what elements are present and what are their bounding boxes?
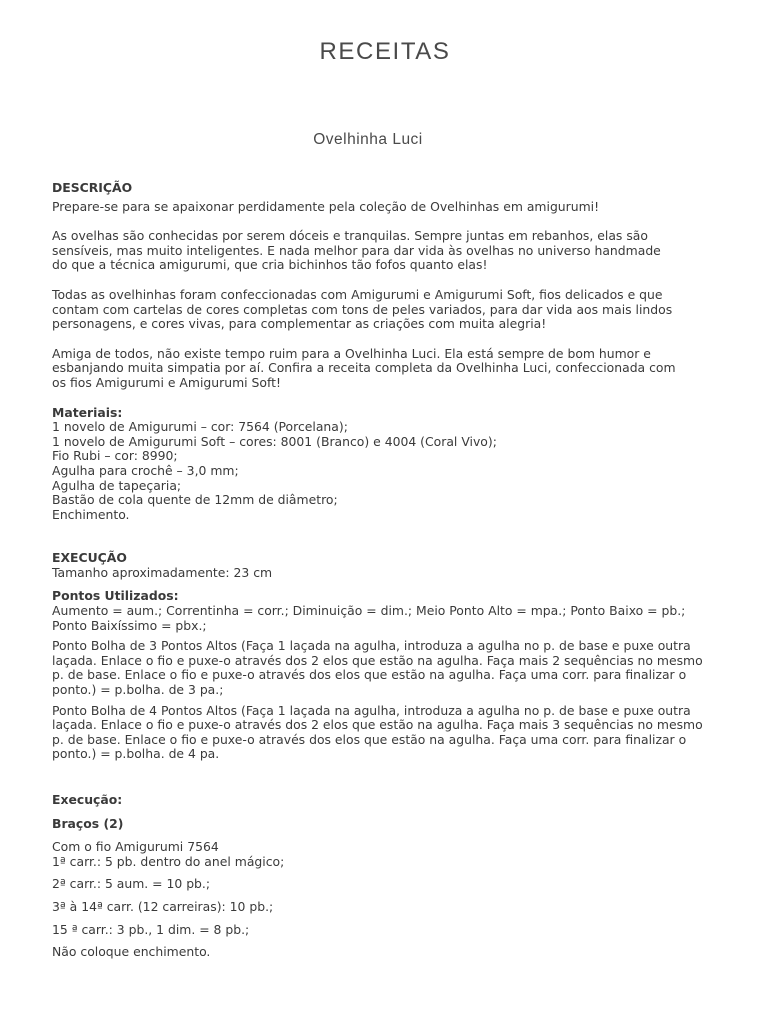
text-line: laçada. Enlace o fio e puxe-o através dos 2 elos que estão na agulha. Faça mais 3 sequências no mesmo (52, 717, 703, 733)
description-paragraph-2 (52, 229, 720, 273)
size-line: Tamanho aproximadamente: 23 cm (52, 564, 273, 580)
text-line: sensíveis, mas muito inteligentes. E nada melhor para dar vida às ovelhas no universo handmade (52, 242, 661, 258)
steps-heading: Execução: (52, 792, 123, 807)
text-line: Amiga de todos, não existe tempo ruim para a Ovelhinha Luci. Ela está sempre de bom humor e (52, 345, 651, 361)
text-line: Aumento = aum.; Correntinha = corr.; Diminuição = dim.; Meio Ponto Alto = mpa.; Ponto Baixo = pb.; (52, 603, 686, 619)
text-line: p. de base. Enlace o fio e puxe-o através dos elos que estão na agulha. Faça uma corr. para finalizar o (52, 667, 687, 683)
text-line: Com o fio Amigurumi 7564 (52, 839, 219, 855)
text-line: esbanjando muita simpatia por aí. Confira a receita completa da Ovelhinha Luci, confeccionada com (52, 360, 676, 376)
text-line: ponto.) = p.bolha. de 4 pa. (52, 746, 220, 762)
arms-heading: Braços (2) (52, 815, 124, 831)
text-line: ponto.) = p.bolha. de 3 pa.; (52, 682, 224, 698)
row-instruction: 2ª carr.: 5 aum. = 10 pb.; (52, 876, 211, 892)
row-instruction: 3ª à 14ª carr. (12 carreiras): 10 pb.; (52, 898, 274, 914)
material-item: 1 novelo de Amigurumi Soft – cores: 8001 (Branco) e 4004 (Coral Vivo); (52, 433, 497, 449)
description-paragraph-3 (52, 288, 720, 332)
bobble-3-description (52, 639, 720, 697)
text-line: laçada. Enlace o fio e puxe-o através dos 2 elos que estão na agulha. Faça mais 2 sequências no mesmo (52, 652, 703, 668)
material-item: Agulha para crochê – 3,0 mm; (52, 462, 239, 478)
stitches-heading: Pontos Utilizados: (52, 588, 179, 604)
text-line: os fios Amigurumi e Amigurumi Soft! (52, 374, 281, 390)
text-line: do que a técnica amigurumi, que cria bichinhos tão fofos quanto elas! (52, 257, 488, 273)
text-line: Todas as ovelhinhas foram confeccionadas com Amigurumi e Amigurumi Soft, fios delicados e que (52, 286, 663, 302)
text-line: Ponto Bolha de 3 Pontos Altos (Faça 1 laçada na agulha, introduza a agulha no p. de base e puxe outra (52, 638, 691, 654)
row-instruction: 15 ª carr.: 3 pb., 1 dim. = 8 pb.; (52, 921, 250, 937)
text-line: As ovelhas são conhecidas por serem dóceis e tranquilas. Sempre juntas em rebanhos, elas são (52, 228, 648, 244)
text-line: Ponto Baixíssimo = pbx.; (52, 617, 207, 633)
materials-heading: Materiais: (52, 404, 123, 420)
material-item: Agulha de tapeçaria; (52, 477, 182, 493)
execution-heading: EXECUÇÃO (52, 550, 127, 566)
row-instruction: 1ª carr.: 5 pb. dentro do anel mágico; (52, 853, 285, 869)
bobble-4-description (52, 704, 720, 762)
stitches-text (52, 604, 720, 633)
text-line: Prepare-se para se apaixonar perdidamente pela coleção de Ovelhinhas em amigurumi! (52, 198, 600, 214)
material-item: 1 novelo de Amigurumi – cor: 7564 (Porcelana); (52, 419, 348, 435)
description-heading: DESCRIÇÃO (52, 180, 133, 195)
description-paragraph-1 (52, 200, 720, 215)
text-line: contam com cartelas de cores completas com tons de peles variados, para dar vida aos mais lindos (52, 301, 673, 317)
text-line: Ponto Bolha de 4 Pontos Altos (Faça 1 laçada na agulha, introduza a agulha no p. de base e puxe outra (52, 702, 691, 718)
description-paragraph-4 (52, 347, 720, 391)
row-instruction: Não coloque enchimento. (52, 944, 211, 960)
recipe-title: Ovelhinha Luci (313, 131, 423, 148)
recipe-content (52, 181, 720, 960)
material-item: Bastão de cola quente de 12mm de diâmetro; (52, 492, 338, 508)
page-title: RECEITAS (319, 38, 451, 65)
material-item: Enchimento. (52, 506, 130, 522)
material-item: Fio Rubi – cor: 8990; (52, 448, 178, 464)
materials-list (52, 420, 720, 522)
text-line: personagens, e cores vivas, para complementar as criações com muita alegria! (52, 316, 547, 332)
arms-intro (52, 840, 720, 869)
text-line: p. de base. Enlace o fio e puxe-o através dos elos que estão na agulha. Faça uma corr. para finalizar o (52, 731, 687, 747)
